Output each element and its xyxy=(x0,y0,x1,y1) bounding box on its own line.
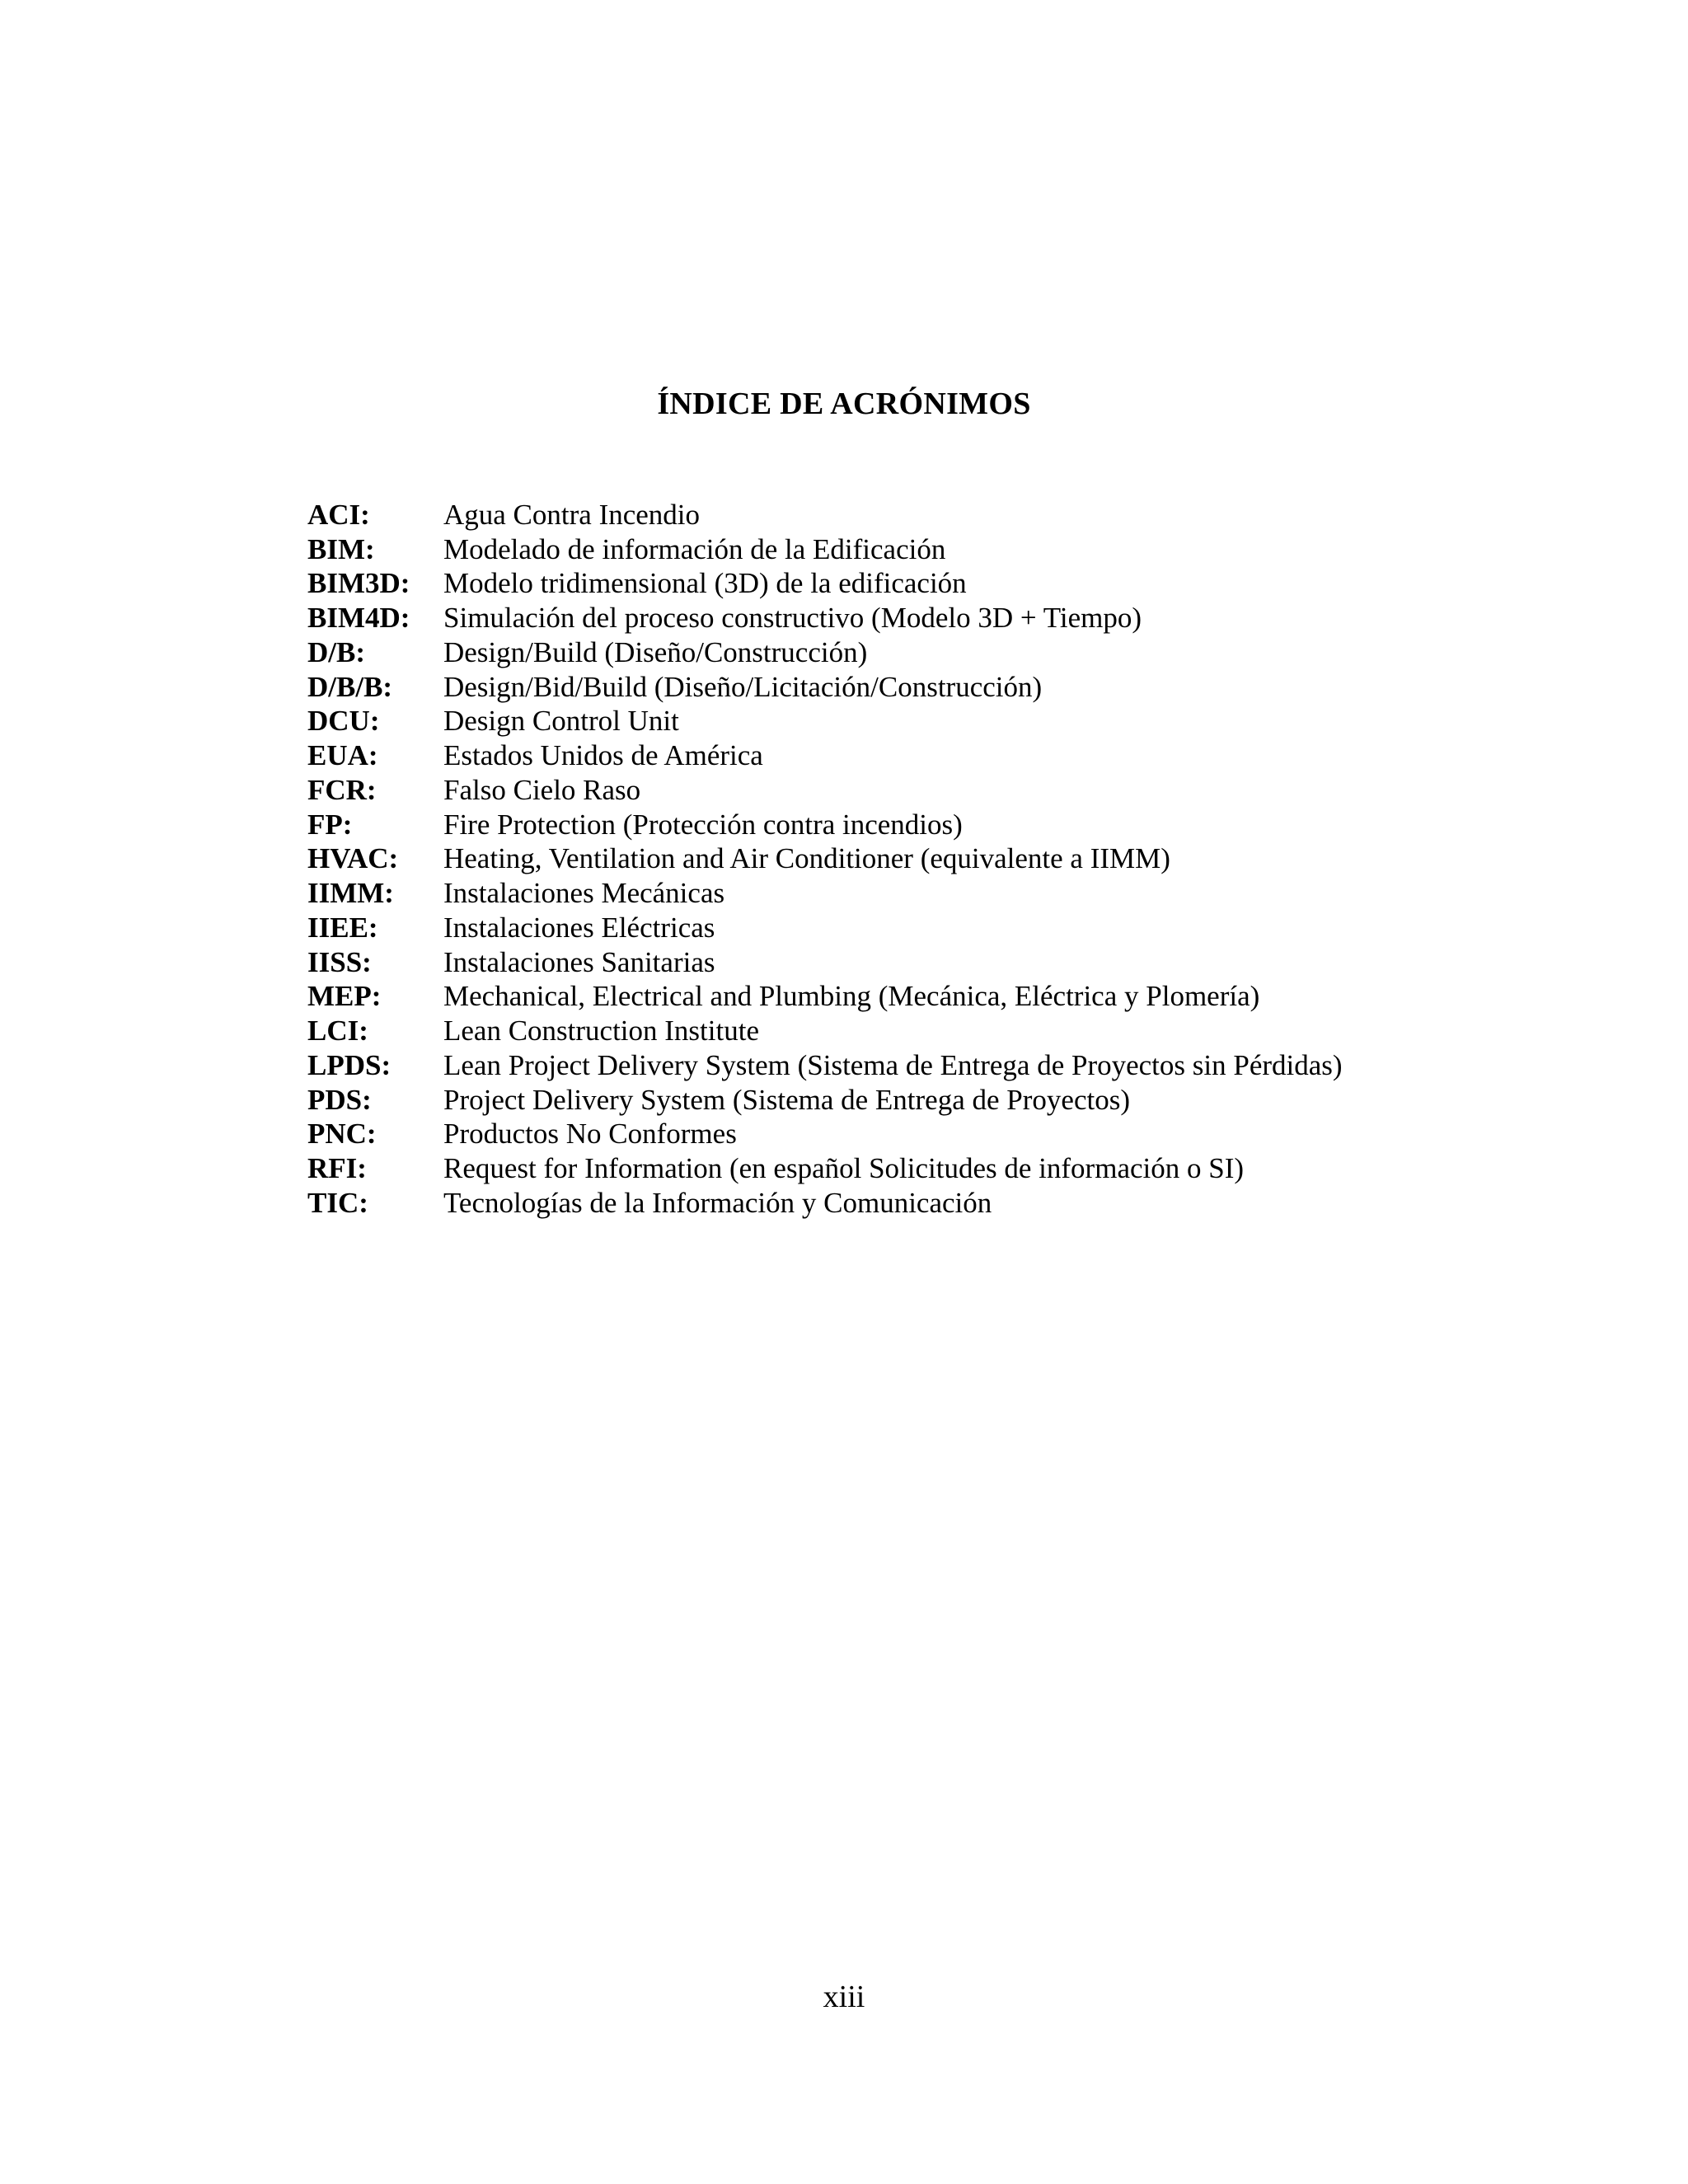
acronym-term: BIM: xyxy=(307,532,375,565)
acronym-row xyxy=(307,738,1544,773)
acronym-definition: Tecnologías de la Información y Comunicación xyxy=(443,1186,992,1219)
acronym-definition: Falso Cielo Raso xyxy=(443,773,641,806)
acronym-row xyxy=(307,1151,1544,1186)
acronym-row xyxy=(307,980,1544,1015)
acronym-definition: Design/Bid/Build (Diseño/Licitación/Construcción) xyxy=(443,670,1043,703)
acronym-term: LPDS: xyxy=(307,1048,392,1081)
acronym-row xyxy=(307,808,1544,842)
acronym-definition: Mechanical, Electrical and Plumbing (Mecánica, Eléctrica y Plomería) xyxy=(443,980,1260,1013)
acronym-definition: Design Control Unit xyxy=(443,705,679,738)
acronym-term: IIEE: xyxy=(307,911,378,944)
acronym-definition: Heating, Ventilation and Air Conditioner (equivalente a IIMM) xyxy=(443,842,1170,875)
acronym-definition: Instalaciones Eléctricas xyxy=(443,911,715,944)
acronym-row xyxy=(307,705,1544,739)
acronym-term: BIM4D: xyxy=(307,602,410,635)
acronym-row xyxy=(307,876,1544,911)
acronym-definition: Estados Unidos de América xyxy=(443,739,763,772)
acronym-term: ACI: xyxy=(307,498,370,531)
acronym-term: D/B/B: xyxy=(307,670,393,703)
acronym-definition: Design/Build (Diseño/Construcción) xyxy=(443,635,868,668)
acronym-row xyxy=(307,670,1544,705)
acronym-term: IISS: xyxy=(307,945,372,978)
acronym-row xyxy=(307,1118,1544,1152)
acronym-term: BIM3D: xyxy=(307,567,410,600)
acronym-definition: Project Delivery System (Sistema de Entrega de Proyectos) xyxy=(443,1083,1130,1116)
acronym-definition: Modelado de información de la Edificación xyxy=(443,532,946,565)
acronym-term: TIC: xyxy=(307,1186,368,1219)
acronym-term: D/B: xyxy=(307,635,365,668)
acronym-term: EUA: xyxy=(307,739,378,772)
acronym-row xyxy=(307,498,1544,532)
acronym-term: IIMM: xyxy=(307,877,394,910)
acronym-row xyxy=(307,567,1544,602)
acronym-row xyxy=(307,773,1544,808)
acronym-row xyxy=(307,1014,1544,1048)
acronym-definition: Instalaciones Mecánicas xyxy=(443,877,725,910)
acronym-definition: Request for Information (en español Solicitudes de información o SI) xyxy=(443,1152,1245,1185)
acronym-row xyxy=(307,945,1544,980)
acronym-row xyxy=(307,532,1544,567)
acronym-definition: Lean Construction Institute xyxy=(443,1015,759,1047)
page-number: xiii xyxy=(823,1980,865,2014)
acronym-term: PNC: xyxy=(307,1118,377,1151)
acronym-definition: Productos No Conformes xyxy=(443,1118,737,1151)
acronym-row xyxy=(307,1048,1544,1083)
acronym-list xyxy=(307,498,1544,1221)
acronym-term: MEP: xyxy=(307,980,382,1013)
acronym-term: DCU: xyxy=(307,705,380,738)
acronym-row xyxy=(307,601,1544,635)
acronym-term: FCR: xyxy=(307,773,377,806)
acronym-term: HVAC: xyxy=(307,842,399,875)
acronym-row xyxy=(307,1083,1544,1118)
acronym-definition: Agua Contra Incendio xyxy=(443,498,701,531)
acronym-row xyxy=(307,911,1544,945)
acronym-definition: Modelo tridimensional (3D) de la edificación xyxy=(443,567,967,600)
acronym-term: RFI: xyxy=(307,1152,367,1185)
acronym-term: FP: xyxy=(307,808,353,841)
acronym-definition: Lean Project Delivery System (Sistema de Entrega de Proyectos sin Pérdidas) xyxy=(443,1048,1343,1081)
acronym-definition: Instalaciones Sanitarias xyxy=(443,945,715,978)
acronym-definition: Fire Protection (Protección contra incendios) xyxy=(443,808,963,841)
page-title: ÍNDICE DE ACRÓNIMOS xyxy=(657,387,1031,421)
acronym-row xyxy=(307,1186,1544,1221)
acronym-row xyxy=(307,842,1544,877)
acronym-row xyxy=(307,635,1544,670)
acronym-term: PDS: xyxy=(307,1083,372,1116)
acronym-term: LCI: xyxy=(307,1015,368,1047)
acronym-definition: Simulación del proceso constructivo (Modelo 3D + Tiempo) xyxy=(443,602,1142,635)
